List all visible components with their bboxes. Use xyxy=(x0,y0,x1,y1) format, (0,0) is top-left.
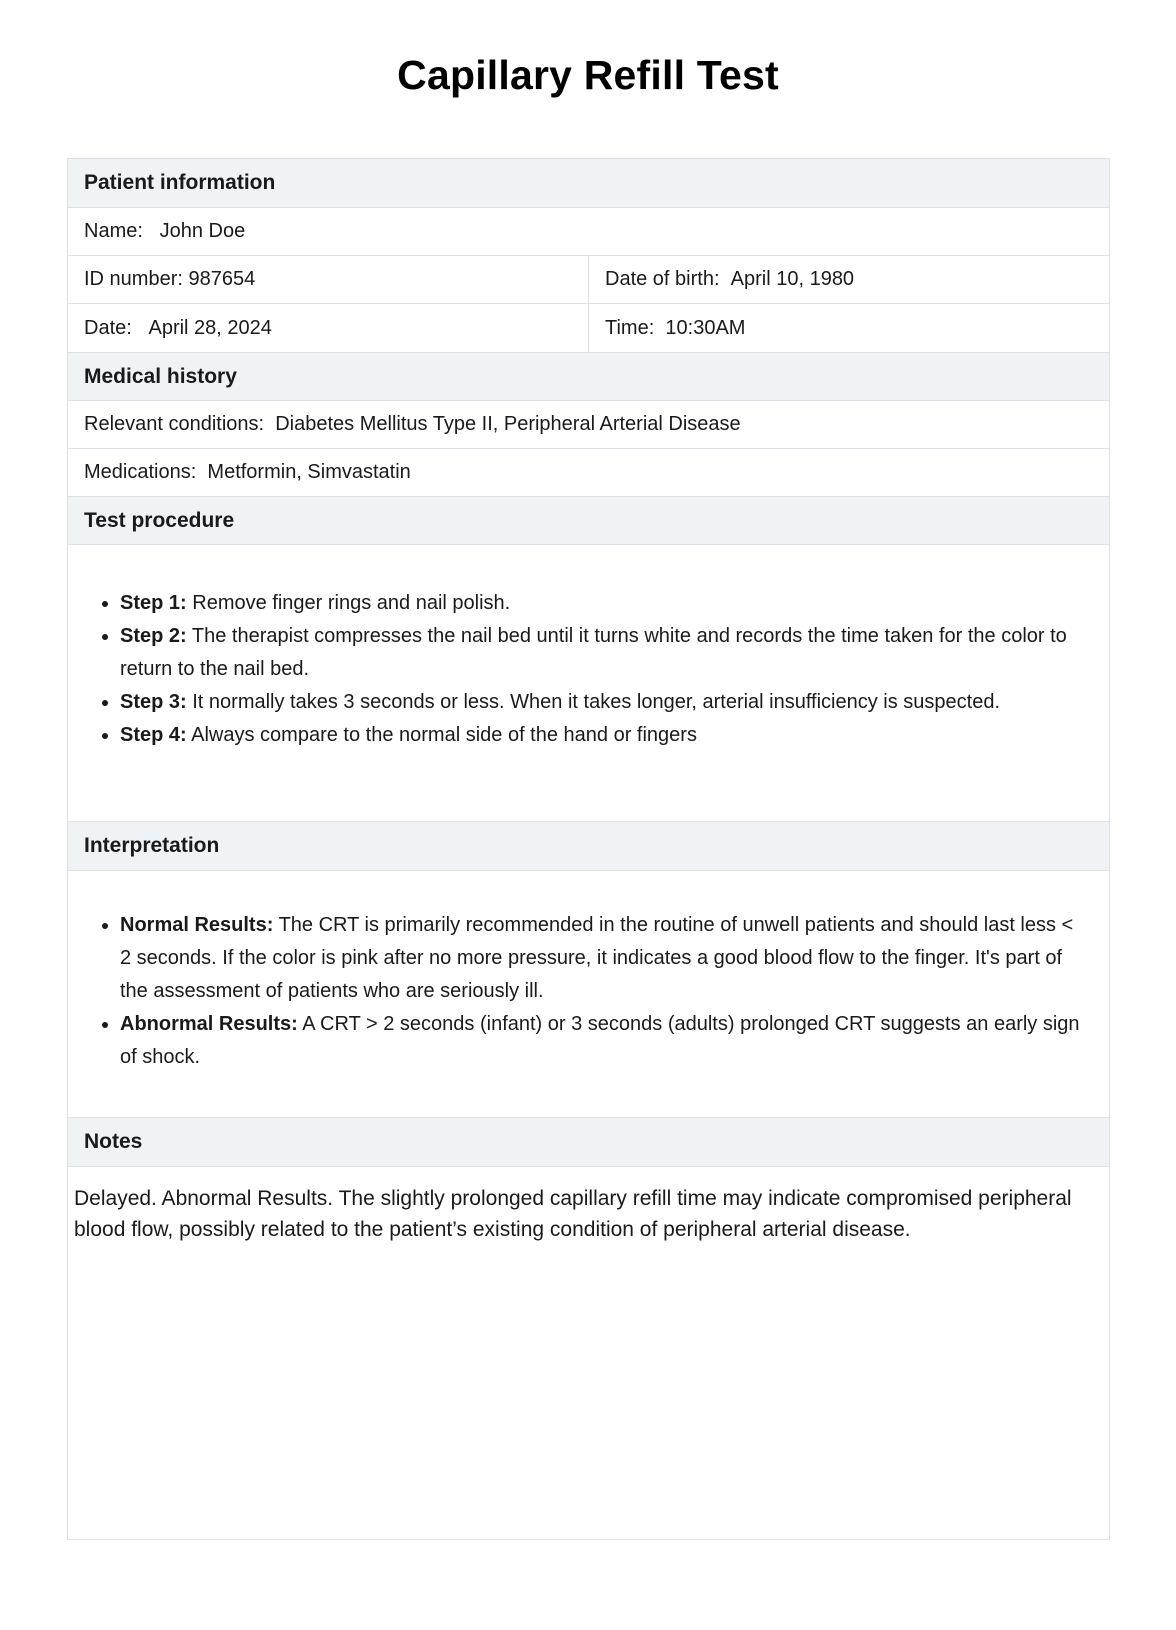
test-procedure-list xyxy=(68,587,1109,752)
date-of-birth-field xyxy=(588,256,1109,303)
test-procedure-body xyxy=(68,545,1109,822)
medications-label: Medications: xyxy=(84,461,197,483)
id-dob-row xyxy=(68,256,1109,304)
name-row xyxy=(68,208,1109,256)
procedure-step: • Step 2: The therapist compresses the nail bed until it turns white and records the time taken for the color to return to the nail bed. xyxy=(120,620,1089,686)
date-of-birth-value: April 10, 1980 xyxy=(730,268,855,290)
page-title: Capillary Refill Test xyxy=(397,52,779,98)
interpretation-item: • Abnormal Results: A CRT > 2 seconds (infant) or 3 seconds (adults) prolonged CRT suggests an early sign of shock. xyxy=(120,1008,1089,1074)
medical-history-heading: Medical history xyxy=(68,353,1109,401)
id-number-value: 987654 xyxy=(188,268,256,290)
conditions-field xyxy=(68,401,1109,448)
interpretation-item: • Normal Results: The CRT is primarily recommended in the routine of unwell patients and should last less < 2 seconds. If the color is pink after no more pressure, it indicates a good blood flow to the finger. It's part of the assessment of patients who are seriously ill. xyxy=(120,909,1089,1008)
medications-field xyxy=(68,449,1109,496)
test-procedure-heading: Test procedure xyxy=(68,497,1109,545)
notes-body xyxy=(68,1167,1109,1539)
name-field xyxy=(68,208,1109,255)
time-field xyxy=(588,304,1109,352)
procedure-step: • Step 3: It normally takes 3 seconds or less. When it takes longer, arterial insufficiency is suspected. xyxy=(120,686,1089,719)
name-value: John Doe xyxy=(159,220,246,242)
procedure-step: • Step 4: Always compare to the normal side of the hand or fingers xyxy=(120,719,1089,752)
notes-text: Delayed. Abnormal Results. The slightly prolonged capillary refill time may indicate compromised peripheral blood flow, possibly related to the patient’s existing condition of peripheral arterial disease. xyxy=(74,1187,1072,1241)
capillary-refill-form xyxy=(67,158,1110,1540)
conditions-value: Diabetes Mellitus Type II, Peripheral Arterial Disease xyxy=(275,413,741,435)
interpretation-body xyxy=(68,871,1109,1118)
interpretation-heading: Interpretation xyxy=(68,822,1109,871)
procedure-step: • Step 1: Remove finger rings and nail polish. xyxy=(120,587,1089,620)
date-field xyxy=(68,304,588,352)
time-value: 10:30AM xyxy=(665,316,746,339)
time-label: Time: xyxy=(605,316,655,339)
id-number-label: ID number: xyxy=(84,268,183,290)
conditions-row xyxy=(68,401,1109,449)
patient-info-heading: Patient information xyxy=(68,159,1109,208)
interpretation-list xyxy=(68,909,1109,1074)
id-number-field xyxy=(68,256,588,303)
medications-row xyxy=(68,449,1109,497)
date-of-birth-label: Date of birth: xyxy=(605,268,720,290)
notes-heading: Notes xyxy=(68,1118,1109,1167)
date-value: April 28, 2024 xyxy=(148,316,272,339)
name-label: Name: xyxy=(84,220,143,242)
date-label: Date: xyxy=(84,316,132,339)
medications-value: Metformin, Simvastatin xyxy=(207,461,411,483)
conditions-label: Relevant conditions: xyxy=(84,413,265,435)
date-time-row xyxy=(68,304,1109,353)
